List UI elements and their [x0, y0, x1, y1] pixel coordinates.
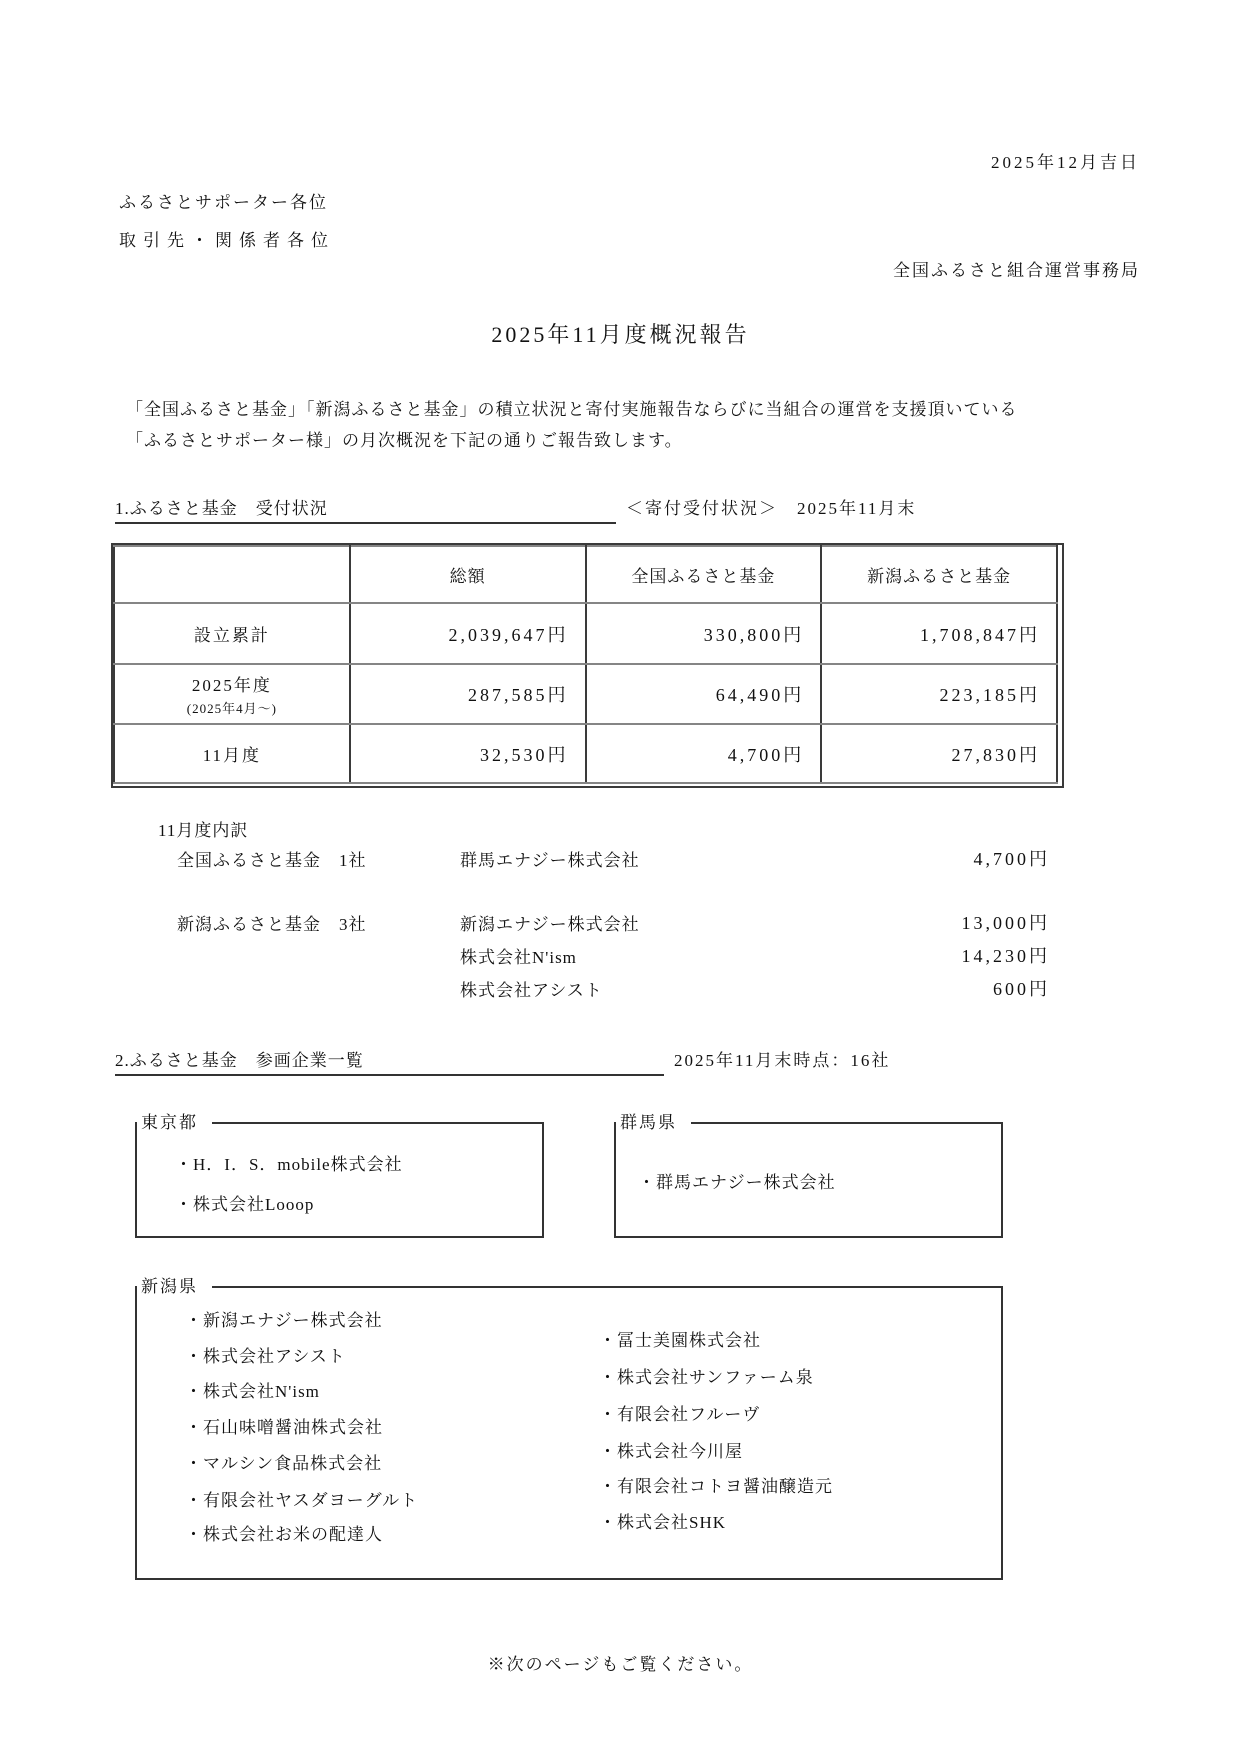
company-item: ・石山味噌醤油株式会社: [185, 1418, 383, 1437]
row-label-november: 11月度: [114, 724, 350, 783]
company-item: ・株式会社お米の配達人: [185, 1525, 383, 1544]
company-item: ・株式会社Looop: [175, 1195, 315, 1214]
intro-line-1: 「全国ふるさと基金」「新潟ふるさと基金」の積立状況と寄付実施報告ならびに当組合の運営を支援頂いている: [126, 400, 1018, 419]
header-cell-empty: [114, 546, 350, 603]
company-item: ・株式会社今川屋: [599, 1442, 743, 1461]
section2-title: 2.ふるさと基金 参画企業一覧: [115, 1046, 664, 1076]
company-item: ・マルシン食品株式会社: [185, 1454, 383, 1473]
cell-fy2025-niigata: 223,185円: [821, 664, 1057, 724]
row-label-fy2025: [114, 664, 350, 724]
company-item: ・新潟エナジー株式会社: [185, 1311, 383, 1330]
cell-november-total: 32,530円: [350, 724, 586, 783]
header-cell-niigata: 新潟ふるさと基金: [821, 546, 1057, 603]
cell-november-zenkoku: 4,700円: [586, 724, 822, 783]
prefecture-box-tokyo: [135, 1113, 544, 1238]
prefecture-label-niigata: 新潟県: [137, 1274, 212, 1300]
intro-line-2: 「ふるさとサポーター様」の月次概況を下記の通りご報告致します。: [126, 431, 683, 450]
company-item: ・株式会社SHK: [599, 1513, 727, 1532]
header-cell-total: 総額: [350, 546, 586, 603]
section2-asof: 2025年11月末時点：16社: [674, 1051, 891, 1070]
section1-status: ＜寄付受付状況＞ 2025年11月末: [626, 499, 917, 518]
breakdown-company: 株式会社アシスト: [460, 981, 603, 1000]
document-date: 2025年12月吉日: [991, 153, 1140, 172]
table-row-fy2025: [114, 664, 1057, 724]
header-cell-zenkoku: 全国ふるさと基金: [586, 546, 822, 603]
table-row-november: [114, 724, 1057, 783]
reception-table: [113, 545, 1058, 784]
breakdown-heading: 11月度内訳: [158, 821, 249, 840]
breakdown-amount: 4,700円: [973, 849, 1050, 869]
reception-table-header-row: [114, 546, 1057, 603]
cell-fy2025-zenkoku: 64,490円: [586, 664, 822, 724]
cell-november-niigata: 27,830円: [821, 724, 1057, 783]
breakdown-fund-zenkoku: 全国ふるさと基金 1社: [177, 851, 367, 870]
breakdown-company: 群馬エナジー株式会社: [460, 851, 640, 870]
row-label-cumulative: 設立累計: [114, 603, 350, 664]
cell-cumulative-niigata: 1,708,847円: [821, 603, 1057, 664]
company-item: ・群馬エナジー株式会社: [638, 1173, 836, 1192]
breakdown-amount: 600円: [993, 979, 1050, 999]
prefecture-box-gunma: [614, 1113, 1003, 1238]
company-item: ・有限会社フルーヴ: [599, 1405, 761, 1424]
footer-note: ※次のページもご覧ください。: [487, 1655, 754, 1674]
cell-fy2025-total: 287,585円: [350, 664, 586, 724]
cell-cumulative-total: 2,039,647円: [350, 603, 586, 664]
section1-heading-row: [115, 494, 916, 520]
addressee-supporters: ふるさとサポーター各位: [119, 193, 328, 212]
prefecture-label-gunma: 群馬県: [616, 1110, 691, 1136]
breakdown-company: 新潟エナジー株式会社: [460, 915, 640, 934]
company-item: ・株式会社N'ism: [185, 1382, 320, 1401]
company-item: ・冨士美園株式会社: [599, 1331, 761, 1350]
addressee-partners: 取引先・関係者各位: [119, 231, 335, 250]
section2-heading-row: [115, 1046, 890, 1072]
cell-cumulative-zenkoku: 330,800円: [586, 603, 822, 664]
breakdown-amount: 14,230円: [961, 946, 1050, 966]
row-label-fy2025-sub: (2025年4月～): [186, 701, 277, 716]
breakdown-fund-niigata: 新潟ふるさと基金 3社: [177, 915, 367, 934]
intro-paragraph: [126, 394, 1116, 456]
company-item: ・株式会社アシスト: [185, 1347, 346, 1366]
company-item: ・有限会社コトヨ醤油醸造元: [599, 1477, 833, 1496]
prefecture-box-niigata: [135, 1277, 1003, 1580]
company-item: ・有限会社ヤスダヨーグルト: [185, 1491, 419, 1510]
sender-office: 全国ふるさと組合運営事務局: [893, 261, 1140, 280]
row-label-fy2025-main: 2025年度: [191, 676, 272, 695]
breakdown-amount: 13,000円: [961, 913, 1050, 933]
company-item: ・株式会社サンファーム泉: [599, 1368, 814, 1387]
document-title: 2025年11月度概況報告: [491, 322, 750, 347]
table-row-cumulative: [114, 603, 1057, 664]
prefecture-label-tokyo: 東京都: [137, 1110, 212, 1136]
company-item: ・H．I．S．mobile株式会社: [175, 1155, 403, 1174]
breakdown-company: 株式会社N'ism: [460, 948, 577, 967]
section1-title: 1.ふるさと基金 受付状況: [115, 494, 616, 524]
